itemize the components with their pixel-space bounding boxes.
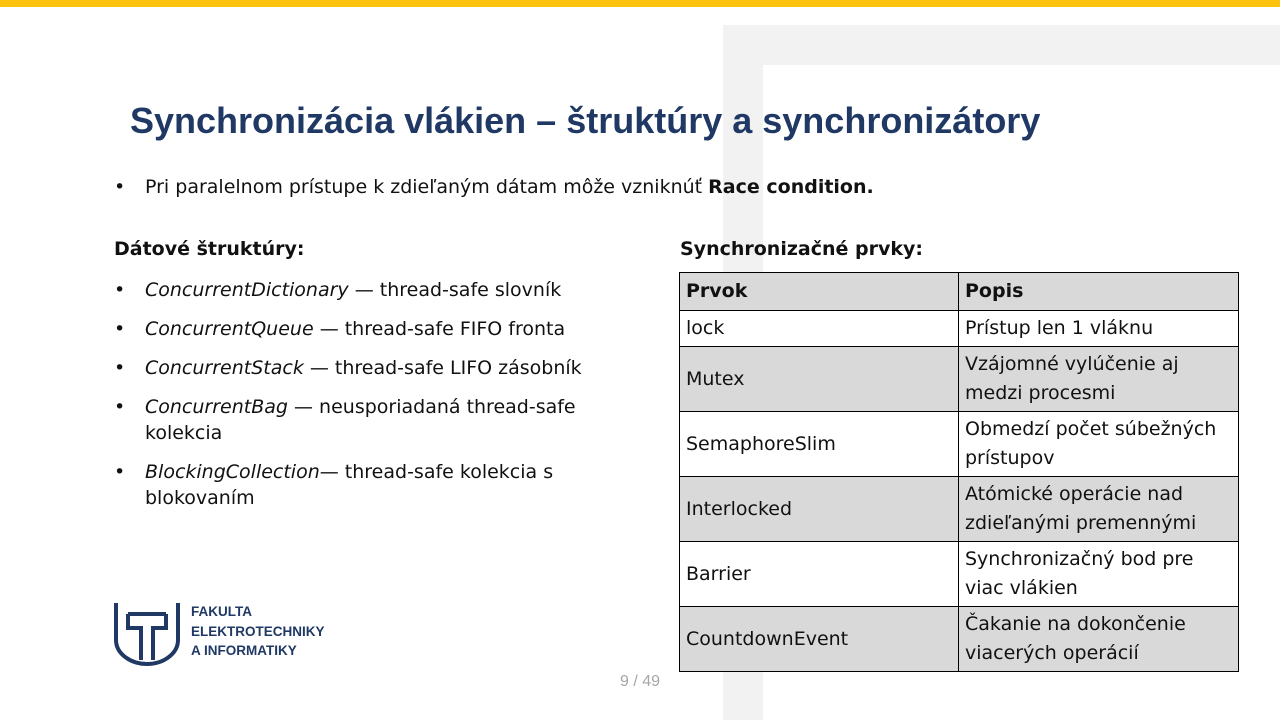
cell-popis: Vzájomné vylúčenie aj medzi procesmi <box>959 347 1239 412</box>
bullet-icon: • <box>114 357 126 379</box>
item-desc: — thread-safe slovník <box>348 279 562 301</box>
column-header-prvok: Prvok <box>680 273 959 311</box>
tuke-logo-icon <box>114 600 180 666</box>
cell-prvok: Interlocked <box>680 477 959 542</box>
cell-prvok: Barrier <box>680 542 959 607</box>
cell-prvok: Mutex <box>680 347 959 412</box>
sync-heading: Synchronizačné prvky: <box>680 238 923 260</box>
bullet-icon: • <box>114 461 126 483</box>
table-row <box>680 477 1239 542</box>
faculty-name-line2: ELEKTROTECHNIKY <box>191 623 325 639</box>
bullet-icon: • <box>114 176 126 198</box>
table-row <box>680 542 1239 607</box>
item-desc: — thread-safe kolekcia s blokovaním <box>145 461 554 509</box>
cell-prvok: lock <box>680 311 959 347</box>
slide-title: Synchronizácia vlákien – štruktúry a synchronizátory <box>130 100 1041 141</box>
table-row <box>680 347 1239 412</box>
list-item <box>114 277 614 303</box>
cell-popis: Čakanie na dokončenie viacerých operácií <box>959 607 1239 672</box>
page-number: 9 / 49 <box>619 673 661 690</box>
item-name: ConcurrentBag <box>145 396 288 418</box>
list-item <box>114 316 614 342</box>
cell-popis: Prístup len 1 vláknu <box>959 311 1239 347</box>
table-row <box>680 607 1239 672</box>
intro-text: Pri paralelnom prístupe k zdieľaným dátam môže vzniknúť <box>145 176 709 198</box>
faculty-name-line1: FAKULTA <box>191 604 252 619</box>
intro-bold-text: Race condition. <box>708 176 874 198</box>
sync-table <box>679 272 1239 672</box>
bullet-icon: • <box>114 279 126 301</box>
list-item <box>114 355 614 381</box>
top-accent-bar <box>0 0 1280 7</box>
data-structures-heading: Dátové štruktúry: <box>114 238 305 260</box>
cell-prvok: CountdownEvent <box>680 607 959 672</box>
table-header-row <box>680 273 1239 311</box>
item-name: ConcurrentStack <box>145 357 304 379</box>
cell-popis: Atómické operácie nad zdieľanými premennými <box>959 477 1239 542</box>
cell-popis: Obmedzí počet súbežných prístupov <box>959 412 1239 477</box>
list-item <box>114 394 614 446</box>
bullet-icon: • <box>114 318 126 340</box>
item-desc: — neusporiadaná thread-safe kolekcia <box>145 396 576 444</box>
intro-bullet <box>114 176 874 198</box>
item-name: BlockingCollection <box>145 461 320 483</box>
table-row <box>680 311 1239 347</box>
item-desc: — thread-safe LIFO zásobník <box>303 357 582 379</box>
item-desc: — thread-safe FIFO fronta <box>313 318 566 340</box>
table-row <box>680 412 1239 477</box>
item-name: ConcurrentQueue <box>145 318 314 340</box>
column-header-popis: Popis <box>959 273 1239 311</box>
faculty-name-line3: A INFORMATIKY <box>191 643 297 658</box>
item-name: ConcurrentDictionary <box>145 279 349 301</box>
cell-popis: Synchronizačný bod pre viac vlákien <box>959 542 1239 607</box>
faculty-name <box>191 602 325 661</box>
data-structures-list <box>114 277 614 524</box>
cell-prvok: SemaphoreSlim <box>680 412 959 477</box>
list-item <box>114 459 614 511</box>
bullet-icon: • <box>114 396 126 418</box>
